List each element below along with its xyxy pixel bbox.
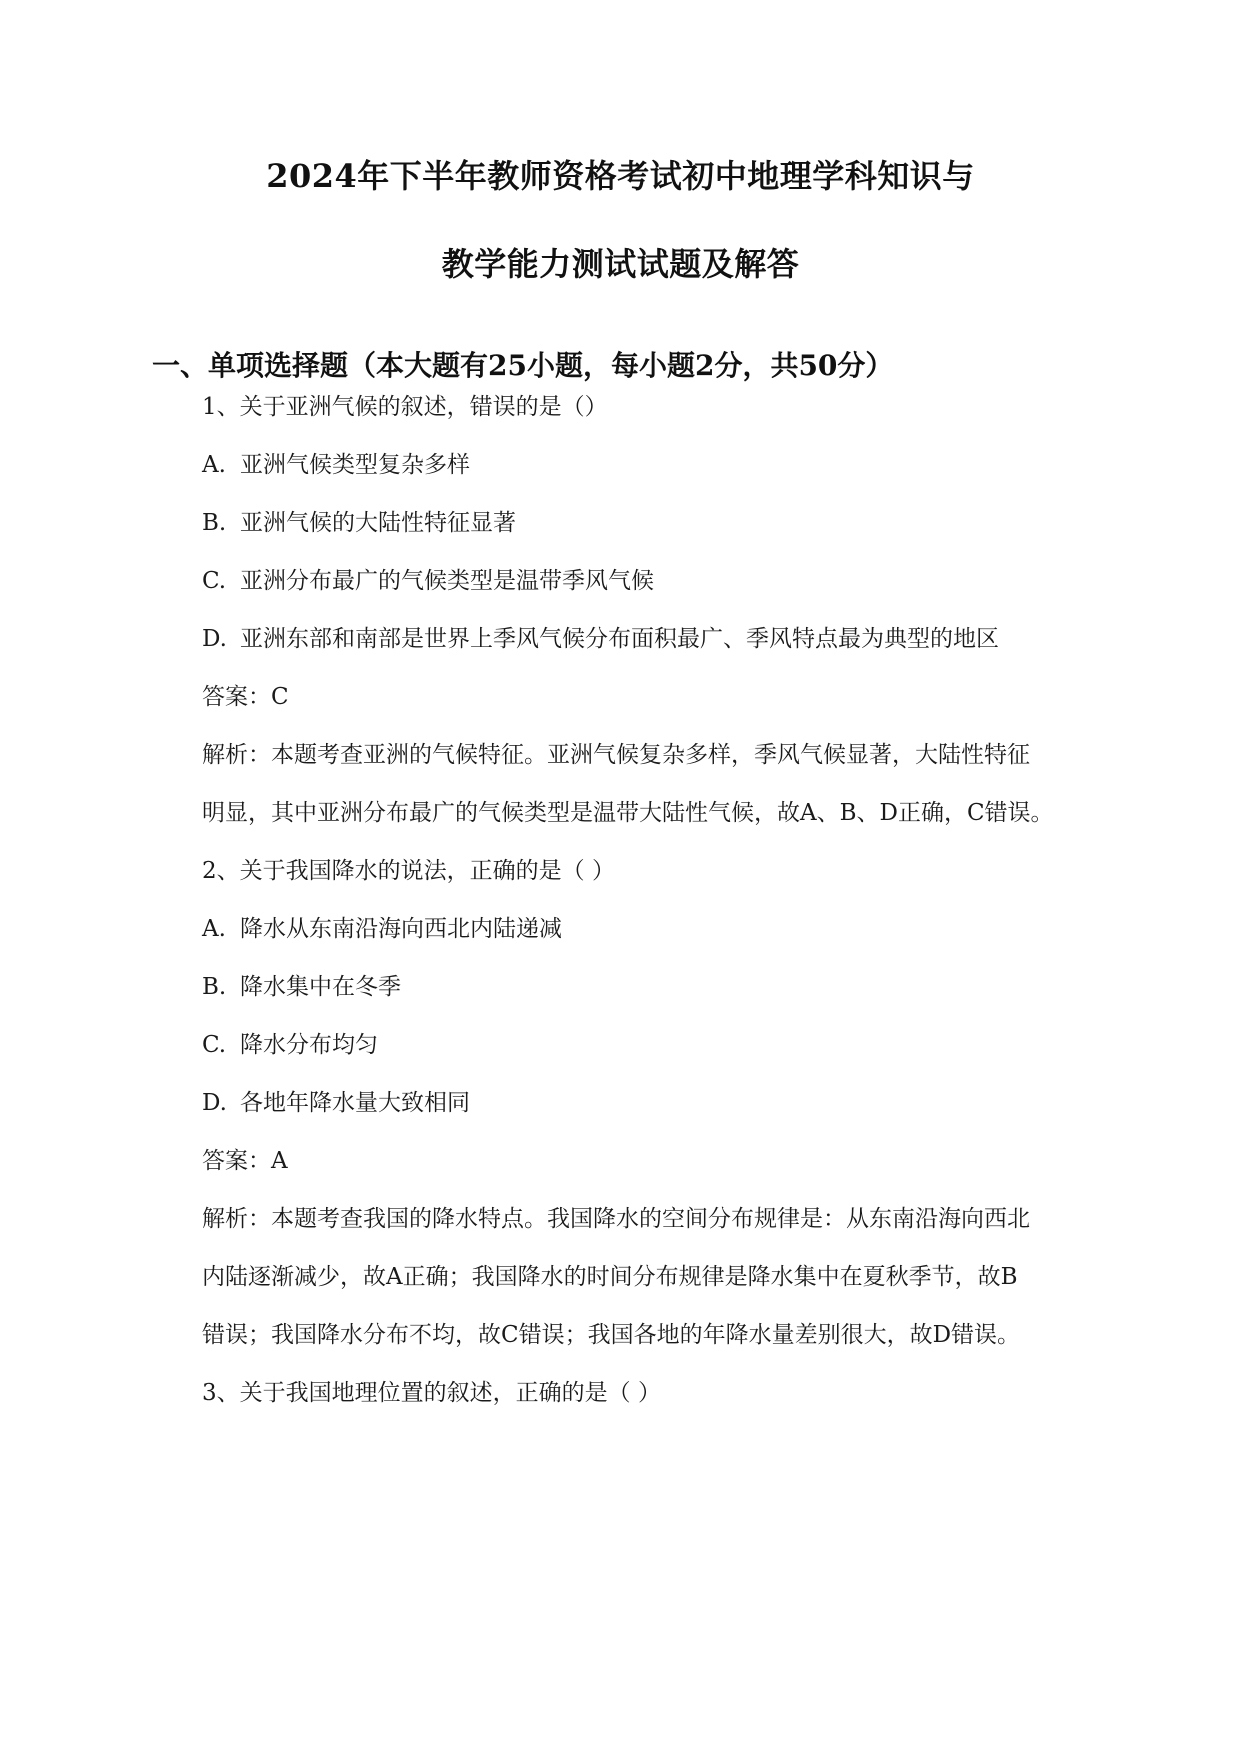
option-letter: D. [202, 626, 227, 652]
option-letter: B. [202, 510, 227, 536]
question-3-stem: 3、关于我国地理位置的叙述，正确的是（ ） [202, 1380, 661, 1406]
document-title-line-1: 2024年下半年教师资格考试初中地理学科知识与 [266, 157, 975, 195]
question-2-option-b [202, 972, 1102, 1002]
question-1-analysis-line-2: 明显，其中亚洲分布最广的气候类型是温带大陆性气候，故A、B、D正确，C错误。 [202, 800, 1054, 826]
option-text: 各地年降水量大致相同 [240, 1090, 470, 1116]
question-1-option-a [202, 450, 1102, 480]
question-2-analysis-line-2: 内陆逐渐减少，故A正确；我国降水的时间分布规律是降水集中在夏秋季节，故B [202, 1264, 1018, 1290]
option-letter: A. [202, 452, 226, 478]
option-text: 亚洲东部和南部是世界上季风气候分布面积最广、季风特点最为典型的地区 [240, 626, 999, 652]
option-text: 降水分布均匀 [240, 1032, 378, 1058]
option-text: 降水集中在冬季 [240, 974, 401, 1000]
option-letter: C. [202, 568, 227, 594]
question-1-analysis-line-1: 解析：本题考查亚洲的气候特征。亚洲气候复杂多样，季风气候显著，大陆性特征 [202, 742, 1030, 768]
option-letter: C. [202, 1032, 227, 1058]
option-text: 亚洲气候的大陆性特征显著 [240, 510, 516, 536]
question-1-answer: 答案：C [202, 684, 289, 710]
option-text: 亚洲分布最广的气候类型是温带季风气候 [240, 568, 654, 594]
option-letter: D. [202, 1090, 227, 1116]
question-2-analysis-line-3: 错误；我国降水分布不均，故C错误；我国各地的年降水量差别很大，故D错误。 [202, 1322, 1021, 1348]
question-1-stem: 1、关于亚洲气候的叙述，错误的是（） [202, 394, 608, 420]
option-text: 降水从东南沿海向西北内陆递减 [240, 916, 562, 942]
document-title-line-2: 教学能力测试试题及解答 [441, 245, 800, 283]
question-1-option-d [202, 624, 1102, 654]
section-heading: 一、单项选择题（本大题有25小题，每小题2分，共50分） [152, 349, 894, 382]
question-1-option-c [202, 566, 1102, 596]
question-2-option-a [202, 914, 1102, 944]
question-2-option-d [202, 1088, 1102, 1118]
option-text: 亚洲气候类型复杂多样 [240, 452, 470, 478]
question-1-option-b [202, 508, 1102, 538]
question-2-answer: 答案：A [202, 1148, 288, 1174]
option-letter: A. [202, 916, 226, 942]
question-2-stem: 2、关于我国降水的说法，正确的是（ ） [202, 858, 615, 884]
option-letter: B. [202, 974, 227, 1000]
question-2-analysis-line-1: 解析：本题考查我国的降水特点。我国降水的空间分布规律是：从东南沿海向西北 [202, 1206, 1030, 1232]
question-2-option-c [202, 1030, 1102, 1060]
